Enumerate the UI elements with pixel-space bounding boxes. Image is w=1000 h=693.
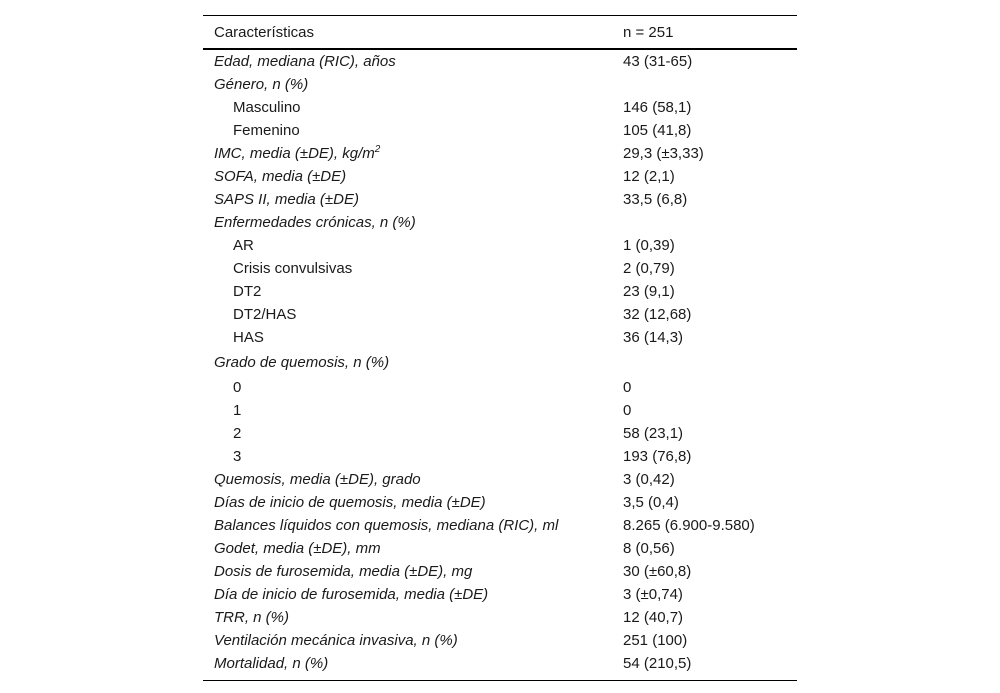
table-row	[203, 468, 797, 491]
table-row	[203, 326, 797, 349]
row-label-text: AR	[233, 237, 254, 254]
row-label-text: HAS	[233, 329, 264, 346]
table-row	[203, 606, 797, 629]
table-row	[203, 73, 797, 96]
row-label-text: Edad, mediana (RIC), años	[214, 53, 396, 70]
row-label-text: 1	[233, 402, 242, 419]
row-label-text: Godet, media (±DE), mm	[214, 540, 381, 557]
row-label-text: Género, n (%)	[214, 76, 309, 93]
table-row	[203, 445, 797, 468]
row-label	[203, 425, 613, 442]
row-value: 1 (0,39)	[623, 237, 675, 254]
row-label	[203, 122, 613, 139]
row-label-text: Quemosis, media (±DE), grado	[214, 471, 421, 488]
row-label-text: Dosis de furosemida, media (±DE), mg	[214, 563, 473, 580]
row-label	[203, 402, 613, 419]
row-label	[203, 76, 613, 93]
row-value: 43 (31-65)	[623, 53, 693, 70]
row-label-text: TRR, n (%)	[214, 609, 289, 626]
table-row	[203, 234, 797, 257]
table-row	[203, 583, 797, 606]
row-value: 3,5 (0,4)	[623, 494, 679, 511]
table-row	[203, 96, 797, 119]
table-row	[203, 376, 797, 399]
row-label-text: SOFA, media (±DE)	[214, 168, 347, 185]
row-label	[203, 632, 613, 649]
table-body	[203, 50, 797, 675]
row-label	[203, 237, 613, 254]
table-row	[203, 50, 797, 73]
table-row	[203, 142, 797, 165]
row-value: 0	[623, 379, 632, 396]
row-value: 30 (±60,8)	[623, 563, 692, 580]
table-row	[203, 165, 797, 188]
row-label-text: Ventilación mecánica invasiva, n (%)	[214, 632, 458, 649]
table-row	[203, 491, 797, 514]
row-value: 146 (58,1)	[623, 99, 692, 116]
row-label-text: DT2/HAS	[233, 306, 297, 323]
row-value: 251 (100)	[623, 632, 688, 649]
table-row	[203, 349, 797, 376]
row-label-text: Días de inicio de quemosis, media (±DE)	[214, 494, 486, 511]
row-label	[203, 517, 613, 534]
row-label-text: DT2	[233, 283, 262, 300]
row-value: 3 (0,42)	[623, 471, 675, 488]
table-row	[203, 188, 797, 211]
row-value: 54 (210,5)	[623, 655, 692, 672]
row-label-text: Masculino	[233, 99, 301, 116]
table-bottom-rule	[203, 680, 797, 681]
row-value: 3 (±0,74)	[623, 586, 683, 603]
table-row	[203, 119, 797, 142]
row-value: 8 (0,56)	[623, 540, 675, 557]
row-label	[203, 145, 613, 162]
row-label	[203, 168, 613, 185]
row-label-text: Femenino	[233, 122, 300, 139]
table-row	[203, 399, 797, 422]
row-label	[203, 379, 613, 396]
row-label-superscript: 2	[374, 144, 381, 155]
row-label	[203, 53, 613, 70]
row-label	[203, 586, 613, 603]
table-row	[203, 652, 797, 675]
row-label	[203, 306, 613, 323]
row-value: 12 (2,1)	[623, 168, 675, 185]
row-label	[203, 214, 613, 231]
table-row	[203, 629, 797, 652]
table-row	[203, 537, 797, 560]
row-label-text: 3	[233, 448, 242, 465]
row-value: 33,5 (6,8)	[623, 191, 688, 208]
row-label	[203, 494, 613, 511]
row-label	[203, 354, 613, 371]
row-value: 105 (41,8)	[623, 122, 692, 139]
row-value: 29,3 (±3,33)	[623, 145, 704, 162]
row-label	[203, 448, 613, 465]
row-value: 12 (40,7)	[623, 609, 684, 626]
table-row	[203, 280, 797, 303]
characteristics-table	[203, 15, 797, 681]
table-header	[203, 16, 797, 50]
table-row	[203, 514, 797, 537]
row-label	[203, 609, 613, 626]
row-label-text: Mortalidad, n (%)	[214, 655, 329, 672]
row-label-text: IMC, media (±DE), kg/m	[214, 145, 375, 162]
row-label-text: 2	[233, 425, 242, 442]
row-label	[203, 191, 613, 208]
row-label-text: Enfermedades crónicas, n (%)	[214, 214, 416, 231]
row-label-text: Día de inicio de furosemida, media (±DE)	[214, 586, 489, 603]
row-label	[203, 260, 613, 277]
row-label	[203, 540, 613, 557]
row-label	[203, 283, 613, 300]
row-value: 36 (14,3)	[623, 329, 684, 346]
header-characteristics: Características	[214, 23, 315, 41]
table-row	[203, 257, 797, 280]
row-label-text: 0	[233, 379, 242, 396]
row-value: 8.265 (6.900-9.580)	[623, 517, 755, 534]
row-value: 58 (23,1)	[623, 425, 684, 442]
row-label-text: Crisis convulsivas	[233, 260, 353, 277]
row-value: 193 (76,8)	[623, 448, 692, 465]
row-label-text: SAPS II, media (±DE)	[214, 191, 359, 208]
row-label	[203, 471, 613, 488]
table-row	[203, 560, 797, 583]
row-value: 23 (9,1)	[623, 283, 675, 300]
table-row	[203, 422, 797, 445]
table-row	[203, 303, 797, 326]
row-label	[203, 329, 613, 346]
row-label-text: Grado de quemosis, n (%)	[214, 354, 390, 371]
row-label	[203, 99, 613, 116]
row-value: 2 (0,79)	[623, 260, 675, 277]
header-n: n = 251	[623, 23, 674, 41]
table-row	[203, 211, 797, 234]
row-label	[203, 655, 613, 672]
row-label-text: Balances líquidos con quemosis, mediana (RIC), ml	[214, 517, 559, 534]
row-value: 0	[623, 402, 632, 419]
row-label	[203, 563, 613, 580]
row-value: 32 (12,68)	[623, 306, 692, 323]
